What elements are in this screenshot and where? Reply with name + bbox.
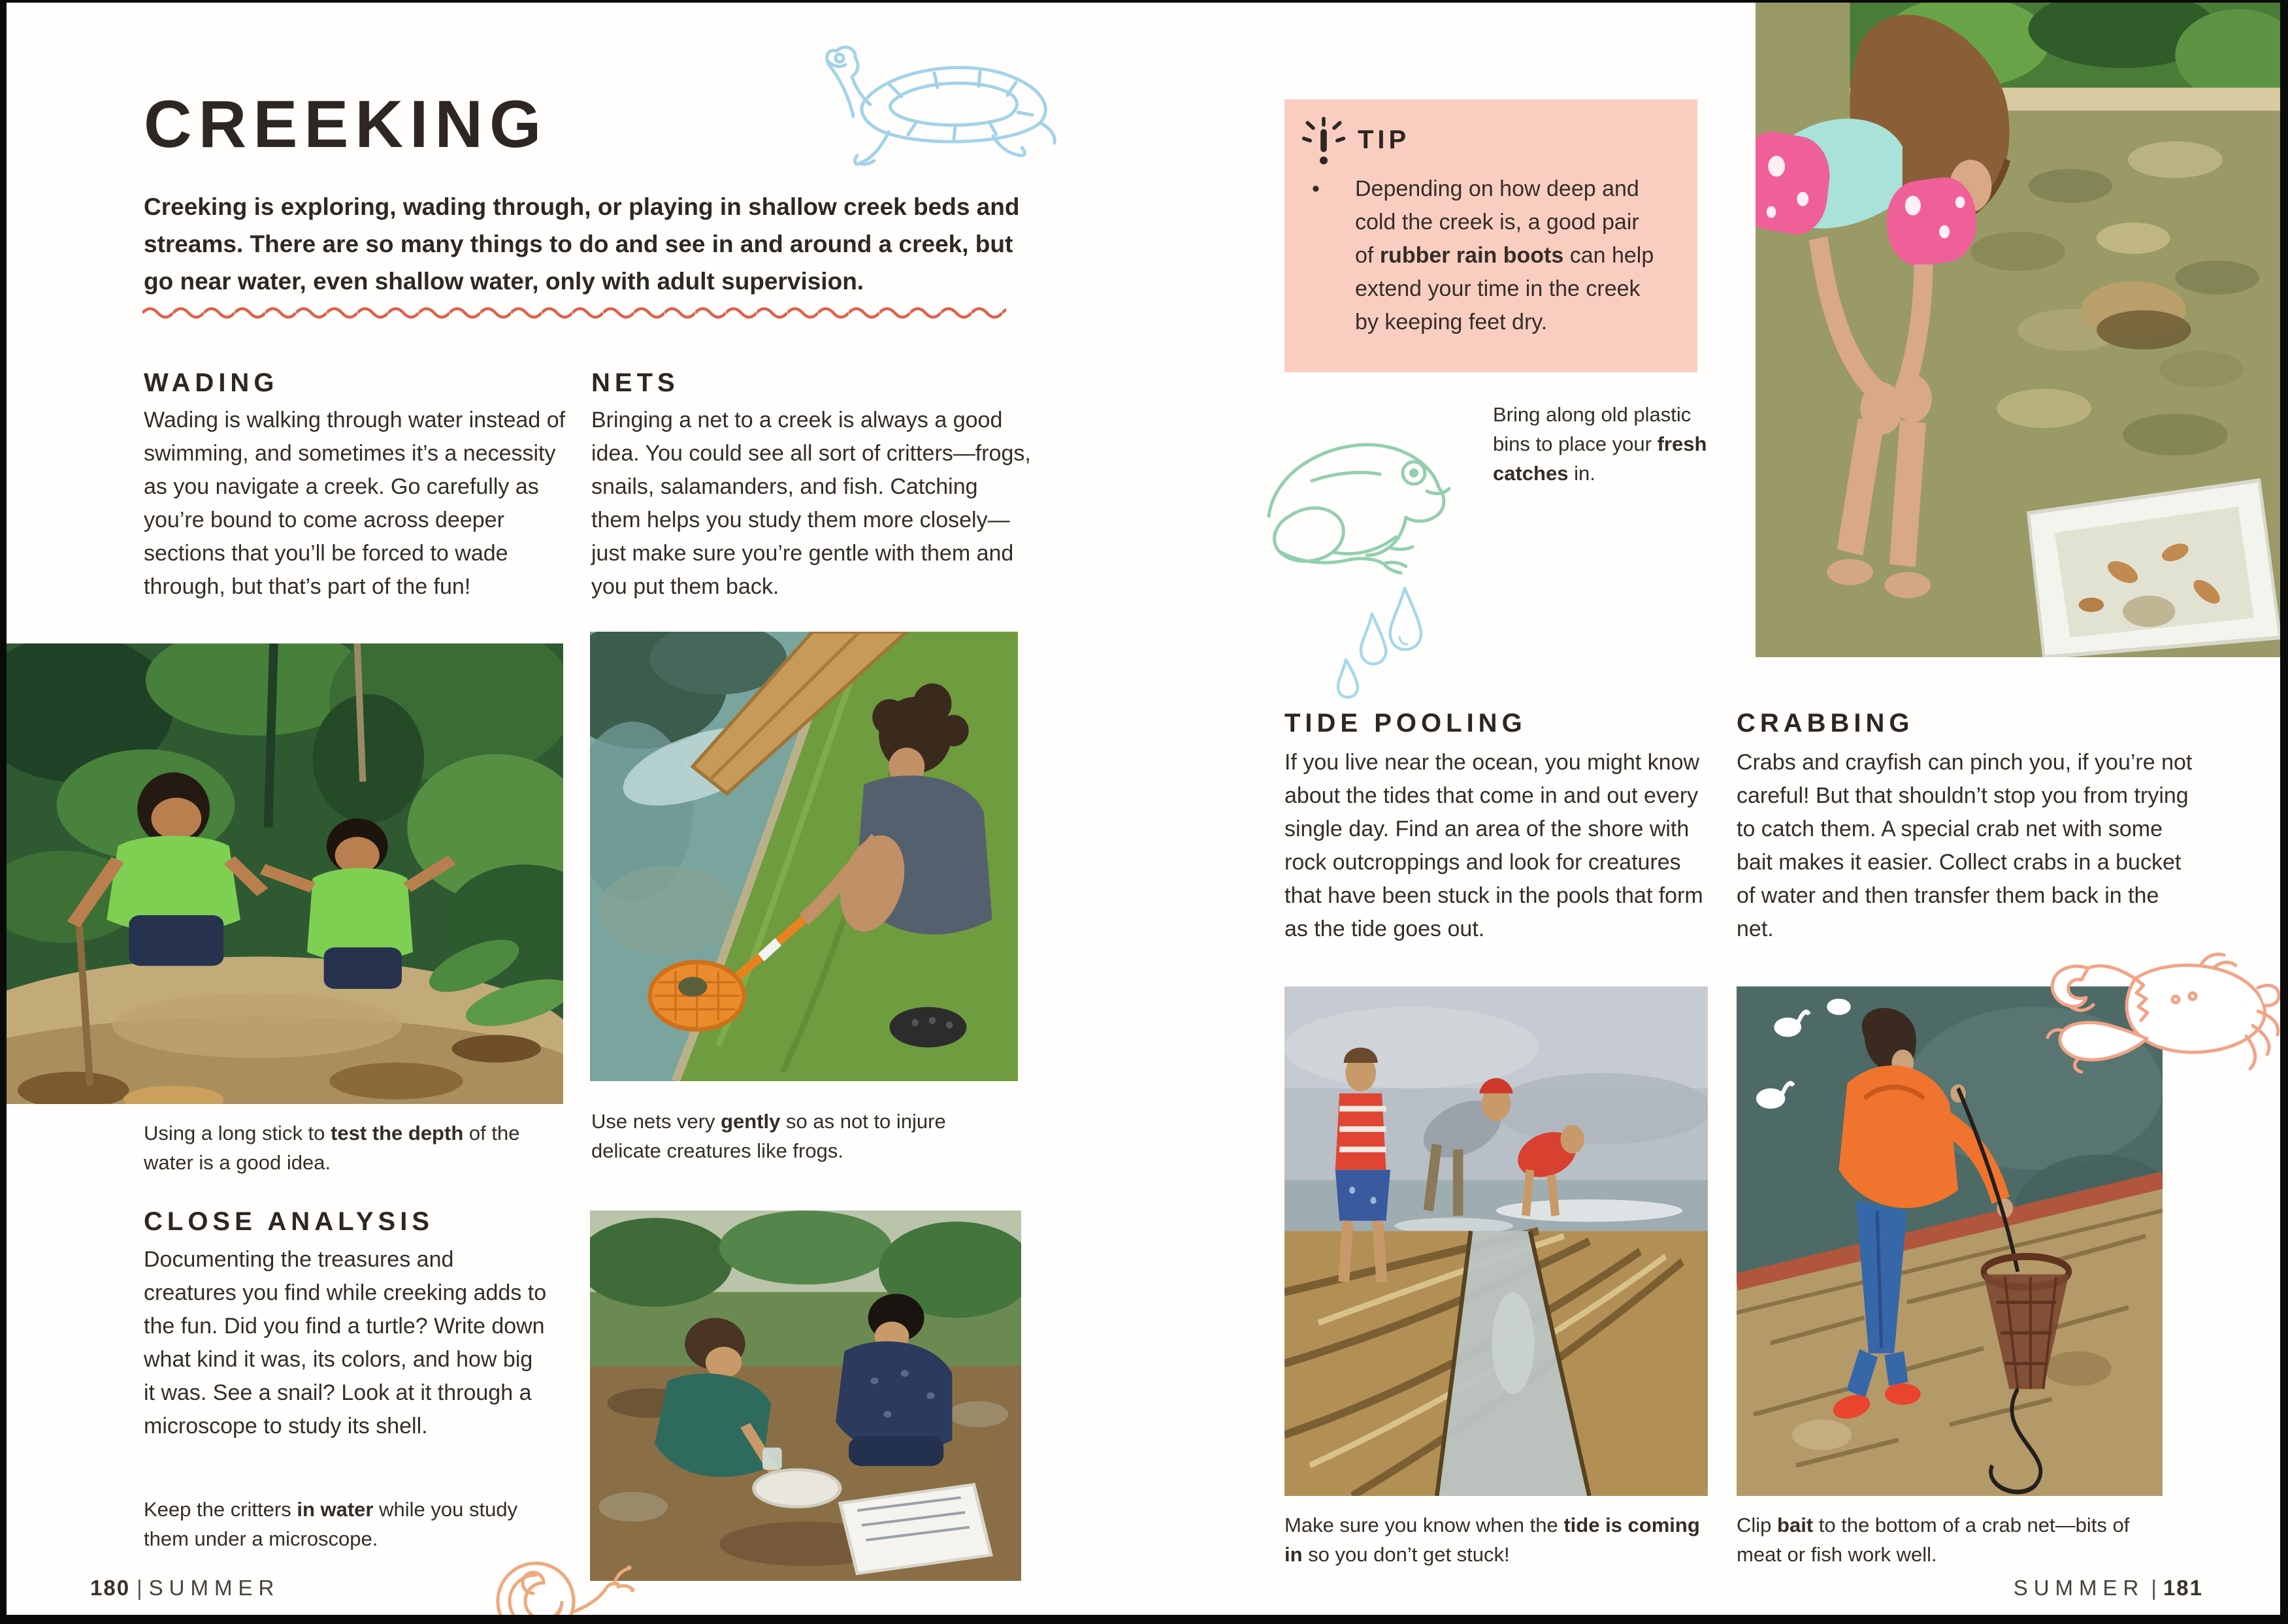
bin-note bbox=[1493, 400, 1712, 488]
section-body-nets: Bringing a net to a creek is always a good idea. You could see all sort of critters—frogs, snails, salamanders, and fish. Catching them helps you study them more closely—just make sure you’re gentle with them and you put them back. bbox=[591, 408, 1031, 599]
page-number: 181 bbox=[2163, 1576, 2203, 1600]
tip-box bbox=[1284, 99, 1697, 372]
caption-text: so you don’t get stuck! bbox=[1302, 1543, 1510, 1566]
caption-bold: test the depth bbox=[331, 1122, 464, 1145]
caption-text: so as not to injure delicate creatures like frogs. bbox=[591, 1110, 946, 1162]
caption-text: while you study them under a microscope. bbox=[144, 1498, 518, 1550]
note-text: Bring along old plastic bins to place your bbox=[1493, 403, 1691, 455]
intro-paragraph: Creeking is exploring, wading through, or playing in shallow creek beds and streams. There are so many things to do and see in and around a creek, but go near water, even shallow water, only with adult supervision. bbox=[144, 193, 1020, 295]
water-drops-illustration bbox=[1326, 581, 1431, 706]
analysis-photo bbox=[590, 1210, 1021, 1581]
section-body-wading: Wading is walking through water instead of swimming, and sometimes it’s a necessity as you navigate a creek. Go carefully as you’re bound to come across deeper sections that you’ll be forced to wade through, but that’s part of the fun! bbox=[144, 408, 566, 599]
tip-text bbox=[1355, 172, 1659, 339]
section-heading-crabbing: CRABBING bbox=[1737, 709, 1914, 738]
tip-label: TIP bbox=[1358, 125, 1411, 154]
crab-illustration bbox=[2037, 939, 2280, 1122]
tidepool-photo bbox=[1284, 986, 1708, 1496]
caption-text: Using a long stick to bbox=[144, 1122, 331, 1145]
caption-text: Use nets very bbox=[591, 1110, 721, 1133]
note-text: in. bbox=[1568, 462, 1595, 485]
note-bold: fresh catches bbox=[1493, 432, 1707, 485]
folio-left bbox=[90, 1576, 280, 1600]
frog-illustration bbox=[1249, 418, 1478, 594]
folio-right bbox=[2014, 1576, 2203, 1600]
tip-text-post: can help extend your time in the creek by keeping feet dry. bbox=[1355, 243, 1654, 334]
photo-caption bbox=[1284, 1510, 1703, 1569]
wavy-divider bbox=[142, 303, 1006, 323]
turtle-illustration bbox=[791, 37, 1071, 177]
photo-caption bbox=[591, 1107, 996, 1165]
caption-bold: in water bbox=[297, 1498, 374, 1521]
tip-exclamation-icon bbox=[1303, 114, 1345, 174]
page-title: CREEKING bbox=[144, 87, 548, 161]
section-heading-nets: NETS bbox=[591, 368, 679, 397]
section-body-close-analysis: Documenting the treasures and creatures you find while creeking adds to the fun. Did you find a turtle? Write down what kind it was, its colors, and how big it was. See a snail? Look at it through a microscope to study its shell. bbox=[144, 1247, 547, 1438]
caption-text: to the bottom of a crab net—bits of meat or fish work well. bbox=[1737, 1514, 2130, 1566]
folio-divider: | bbox=[137, 1576, 142, 1600]
wading-photo bbox=[7, 643, 563, 1104]
folio-divider: | bbox=[2151, 1576, 2157, 1600]
season-label: SUMMER bbox=[148, 1576, 280, 1600]
net-photo bbox=[590, 632, 1018, 1081]
caption-bold: tide is coming in bbox=[1284, 1514, 1700, 1566]
page-number: 180 bbox=[90, 1576, 131, 1600]
section-body-tide-pooling: If you live near the ocean, you might know about the tides that come in and out every single day. Find an area of the shore with rock outcroppings and look for creatures that have been stuck in the pools that form as the tide goes out. bbox=[1284, 750, 1703, 941]
girl-creek-photo bbox=[1756, 3, 2280, 657]
page-spread bbox=[7, 3, 2280, 1615]
caption-bold: gently bbox=[721, 1110, 781, 1133]
caption-bold: bait bbox=[1777, 1514, 1814, 1536]
snail-illustration bbox=[457, 1539, 634, 1615]
section-heading-tide-pooling: TIDE POOLING bbox=[1284, 709, 1527, 738]
tip-text-bold: rubber rain boots bbox=[1379, 243, 1564, 268]
tip-bullet: • bbox=[1312, 176, 1320, 201]
caption-text: Keep the critters bbox=[144, 1498, 297, 1521]
section-heading-wading: WADING bbox=[144, 368, 279, 397]
photo-caption bbox=[144, 1118, 542, 1177]
season-label: SUMMER bbox=[2013, 1576, 2145, 1600]
photo-caption bbox=[1737, 1510, 2161, 1569]
caption-text: Make sure you know when the bbox=[1284, 1514, 1564, 1536]
tip-text-pre: Depending on how deep and cold the creek is, a good pair of bbox=[1355, 176, 1639, 268]
caption-text: of the water is a good idea. bbox=[144, 1122, 520, 1174]
caption-text: Clip bbox=[1737, 1514, 1778, 1536]
section-body-crabbing: Crabs and crayfish can pinch you, if you’re not careful! But that shouldn’t stop you from trying to catch them. A special crab net with some bait makes it easier. Collect crabs in a bucket of water and then transfer them back in the net. bbox=[1737, 750, 2193, 941]
section-heading-close-analysis: CLOSE ANALYSIS bbox=[144, 1207, 434, 1236]
